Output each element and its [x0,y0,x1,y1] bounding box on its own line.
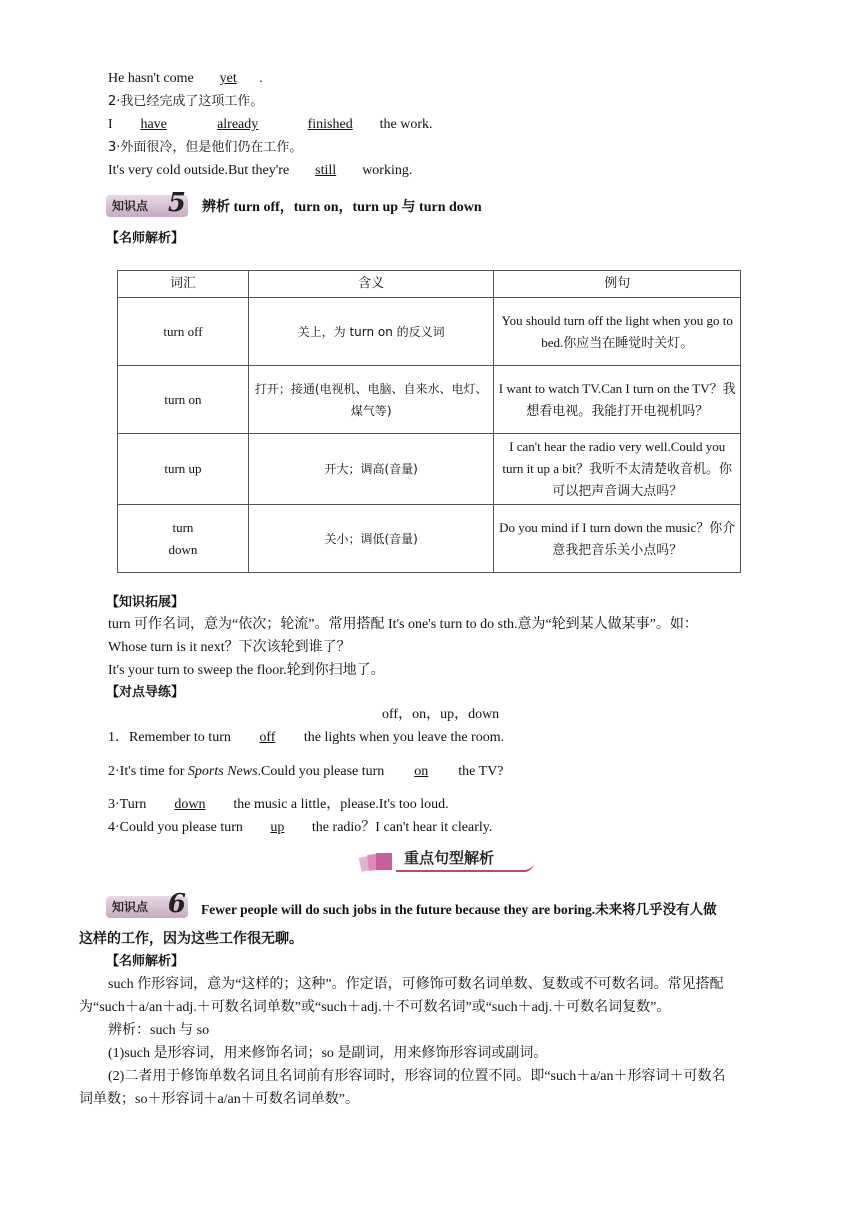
paragraph: (1)such 是形容词，用来修饰名词；so 是副词，用来修饰形容词或副词。 [108,1046,548,1061]
meaning-cell: 开大；调高(音量) [248,434,493,505]
paragraph: 辨析：such 与 so [108,1023,210,1038]
practice-question: 3·Turn down the music a little，please.It's too loud. [108,797,449,812]
question-prompt: 3·外面很冷，但是他们仍在工作。 [108,140,303,155]
answer-blank: yet [219,71,237,86]
table-row [118,366,741,434]
sentence-line: I have already finished the work. [108,117,433,132]
paragraph: such 作形容词，意为“这样的；这种”。作定语，可修饰可数名词单数、复数或不可数名词。常见搭配 [108,977,724,992]
section-title: 辨析 turn off，turn on，turn up 与 turn down [202,200,482,215]
section-title: Fewer people will do such jobs in the future because they are boring.未来将几乎没有人做 [201,902,717,917]
answer-blank: on [414,764,429,779]
sentence-line: He hasn't come yet . [108,71,263,86]
table-row [118,298,741,366]
paragraph: 为“such＋a/an＋adj.＋可数名词单数”或“such＋adj.＋不可数名词”或“such＋adj.＋可数名词复数”。 [79,1000,671,1015]
expand-text: turn 可作名词，意为“依次；轮流”。常用搭配 It's one's turn to do sth.意为“轮到某人做某事”。如： [108,617,698,632]
answer-blank: already [217,117,259,132]
answer-blank: down [174,797,206,812]
answer-blank: off [259,730,276,745]
practice-question: 2·It's time for Sports News.Could you please turn on the TV? [108,764,504,779]
answer-blank: finished [307,117,353,132]
example-cell: I can't hear the radio very well.Could you turn it up a bit？我听不太清楚收音机。你可以把声音调大点吗？ [494,434,741,505]
pages-icon [358,850,394,872]
meaning-cell: 关上，为 turn on 的反义词 [248,298,493,366]
section-title: 这样的工作，因为这些工作很无聊。 [79,932,303,947]
expand-text: Whose turn is it next？下次该轮到谁了？ [108,640,351,655]
table-row [118,434,741,505]
column-header: 含义 [248,271,493,298]
paragraph: (2)二者用于修饰单数名词且名词前有形容词时，形容词的位置不同。即“such＋a/an＋形容词＋可数名 [108,1069,726,1084]
answer-blank: up [270,820,285,835]
answer-blank: have [140,117,167,132]
column-header: 例句 [494,271,741,298]
meaning-cell: 打开；接通(电视机、电脑、自来水、电灯、煤气等) [248,366,493,434]
expand-heading: 【知识拓展】 [106,595,185,610]
paragraph: 词单数；so＋形容词＋a/an＋可数名词单数”。 [79,1092,359,1107]
practice-question: 1．Remember to turn off the lights when you leave the room. [108,730,505,745]
word-cell: turn off [118,298,249,366]
vocabulary-table [117,270,741,573]
expand-text: It's your turn to sweep the floor.轮到你扫地了。 [108,663,385,678]
practice-question: 4·Could you please turn up the radio？I can't hear it clearly. [108,820,493,835]
example-cell: Do you mind if I turn down the music？你介意我把音乐关小点吗？ [494,505,741,573]
word-cell: turn up [118,434,249,505]
analysis-heading: 【名师解析】 [106,954,185,969]
word-cell: turn on [118,366,249,434]
column-header: 词汇 [118,271,249,298]
word-cell: turn down [118,505,249,573]
analysis-heading: 【名师解析】 [106,231,185,246]
knowledge-point-badge: 知识点 6 [106,896,188,918]
knowledge-point-badge: 知识点 5 [106,195,188,217]
example-cell: I want to watch TV.Can I turn on the TV？我想看电视。我能打开电视机吗？ [494,366,741,434]
knowledge-point-number: 6 [167,889,186,919]
sentence-line: It's very cold outside.But they're still working. [108,163,413,178]
word-bank: off，on，up，down [382,707,500,722]
section-header [358,846,538,876]
answer-blank: still [315,163,337,178]
table-row [118,505,741,573]
knowledge-point-number: 5 [167,188,186,218]
practice-heading: 【对点导练】 [106,685,185,700]
table-header-row [118,271,741,298]
section-title: 重点句型解析 [396,846,534,872]
example-cell: You should turn off the light when you go to bed.你应当在睡觉时关灯。 [494,298,741,366]
meaning-cell: 关小；调低(音量) [248,505,493,573]
question-prompt: 2·我已经完成了这项工作。 [108,94,264,109]
